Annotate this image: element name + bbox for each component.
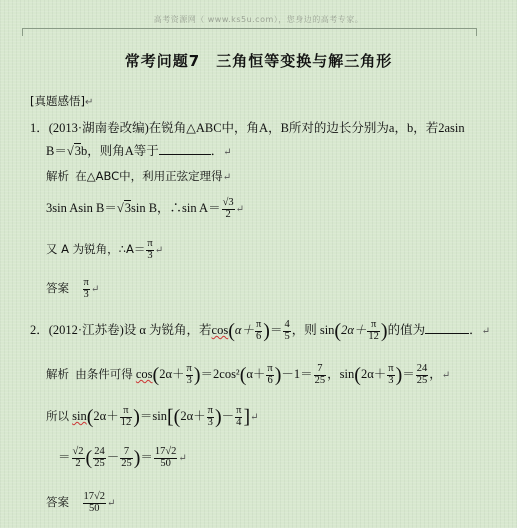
header-site-text: 高考资源网（ www.ks5u.com），您身边的高考专家。 — [153, 15, 364, 24]
q2-analysis-label: 解析 — [46, 367, 69, 381]
q2-answer-blank — [425, 323, 469, 334]
q1-analysis-label: 解析 — [46, 169, 69, 183]
page-title: 常考问题7 三角恒等变换与解三角形 — [124, 52, 393, 70]
header-rule — [22, 28, 477, 29]
q2-stem: 2．(2012·江苏卷)设 α 为锐角，若cos(α＋ $\frac{\pi}{6}$ )＝ $\frac{4}{5}$ ，则 sin(2α＋ $\frac{\pi}{12}$ )的值为 ．↵ — [30, 319, 490, 343]
q1-conclusion: 又 A 为锐角，∴A＝ $\frac{\pi}{3}$ ↵ — [46, 238, 164, 261]
q1-analysis: 解析 在△ABC中，利用正弦定理得↵ — [46, 169, 232, 183]
q2-derivation: 所以 sin(2α＋ $\frac{\pi}{12}$ )＝sin[(2α＋ $\frac{\pi}{3}$ )－ $\frac{\pi}{4}$ ]↵ — [46, 405, 259, 429]
q1-answer: 答案 $\frac{\pi}{3}$ ↵ — [46, 277, 100, 300]
q1-answer-blank — [159, 144, 211, 155]
header-corner-left — [22, 28, 31, 36]
q1-stem-line2: B＝√3b，则角A等于 ．↵ — [46, 144, 232, 158]
q1-equation: 3sin Asin B＝√3sin B，∴sin A＝ $\frac{√3}{2}$ ↵ — [46, 197, 244, 220]
q1-answer-label: 答案 — [46, 280, 69, 295]
q2-answer-label: 答案 — [46, 494, 69, 509]
q1-stem-line1: 1．(2013·湖南卷改编)在锐角△ABC中，角A，B所对的边长分别为a，b，若2asin — [30, 121, 465, 135]
q2-analysis: 解析 由条件可得 cos(2α＋ $\frac{\pi}{3}$ )＝2cos²(α＋ $\frac{\pi}{6}$ )－1＝ $\frac{7}{25}$ ，sin(2α＋ $\frac{\pi}{3}$ )＝ $\frac{24}{25}$ ，↵ — [46, 363, 451, 387]
q2-result: ＝ $\frac{√2}{2}$ ( $\frac{24}{25}$ － $\frac{7}{25}$ )＝ $\frac{17√2}{50}$ ↵ — [58, 446, 187, 470]
header-corner-right — [468, 28, 477, 36]
q2-answer: 答案 $\frac{17√2}{50}$ ↵ — [46, 491, 116, 514]
section-label: [真题感悟]↵ — [30, 94, 94, 108]
